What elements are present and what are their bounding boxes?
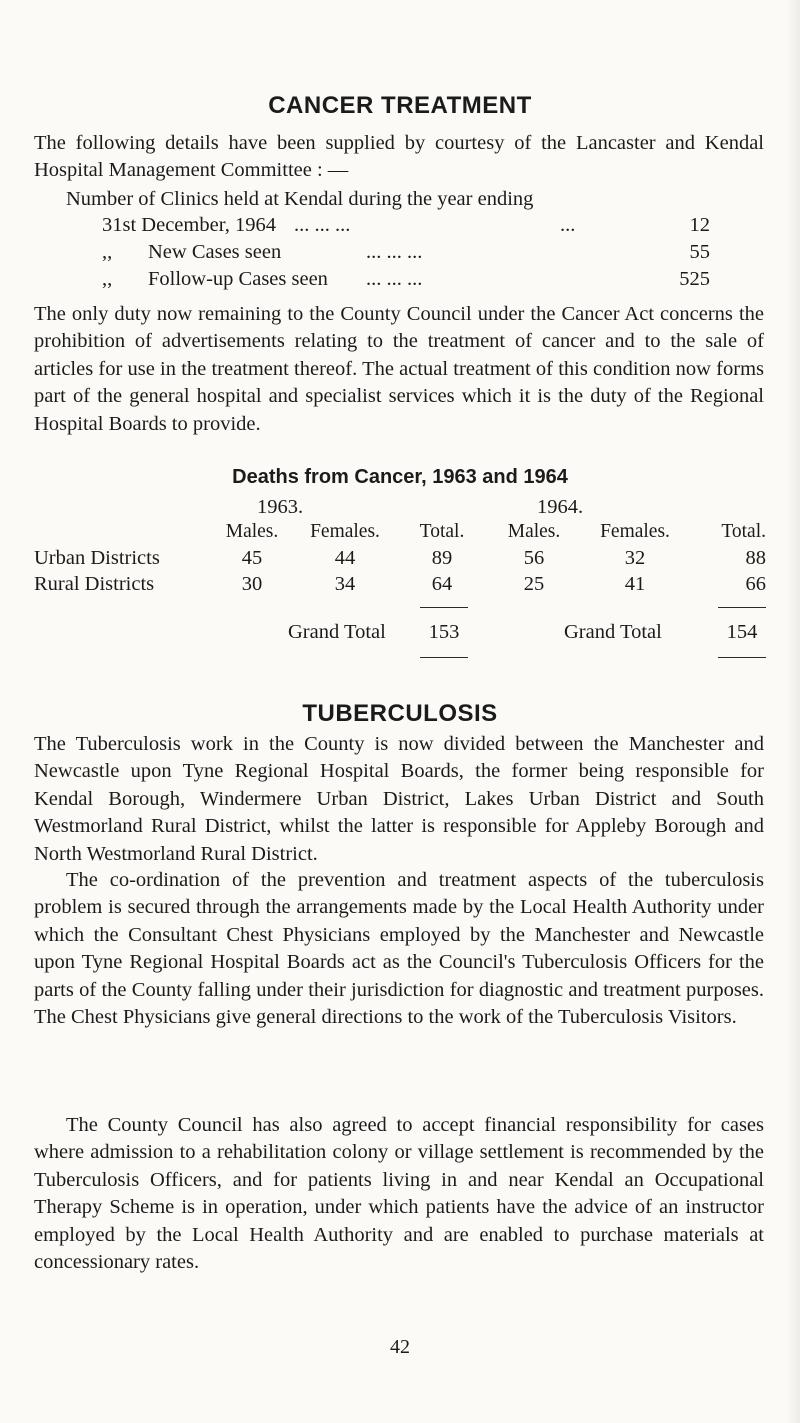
year-1963-header: 1963. — [256, 496, 304, 518]
table-cell: 66 — [745, 573, 766, 595]
followup-cases-value: 525 — [679, 268, 710, 290]
col-header-total-1964: Total. — [721, 521, 766, 542]
grand-total-value-1963: 153 — [428, 621, 460, 643]
clinics-label-line-2: 31st December, 1964 — [102, 214, 276, 236]
row-label-rural: Rural Districts — [34, 573, 155, 595]
tuberculosis-paragraph-3: The County Council has also agreed to accept financial responsibility for cases where admission to a rehabilitation colony or village settlement is recommended by the Tuberculosis Officers, and for patients living in and near Kendal an Occupational Therapy Scheme is in operation, under which patients have the advice of an instructor employed by the Local Health Authority and are enabled to purchase materials at concessionary rates. — [34, 1114, 764, 1274]
followup-cases-ditto: ,, — [102, 268, 113, 290]
clinics-leader-dots-2: ... — [560, 214, 576, 236]
grand-total-label-1963: Grand Total — [288, 621, 386, 643]
total-rule-1964-top — [718, 607, 766, 608]
deaths-table-title: Deaths from Cancer, 1963 and 1964 — [232, 466, 568, 488]
new-cases-ditto: ,, — [102, 241, 113, 263]
col-header-females-1963: Females. — [310, 521, 380, 542]
col-header-males-1964: Males. — [507, 521, 561, 542]
table-cell: 30 — [241, 573, 263, 595]
grand-total-label-1964: Grand Total — [564, 621, 662, 643]
cancer-intro-paragraph: The following details have been supplied by courtesy of the Lancaster and Kendal Hospital Management Committee : — — [34, 132, 764, 182]
new-cases-label: New Cases seen — [148, 241, 282, 263]
clinics-label-line-1: Number of Clinics held at Kendal during the year ending — [66, 188, 534, 210]
clinics-leader-dots: ... ... ... — [294, 214, 351, 236]
grand-total-value-1964: 154 — [726, 621, 758, 643]
row-label-urban: Urban Districts — [34, 547, 160, 569]
table-cell: 44 — [334, 547, 356, 569]
col-header-males-1963: Males. — [225, 521, 279, 542]
followup-cases-label: Follow-up Cases seen — [148, 268, 328, 290]
total-rule-1963-bottom — [420, 657, 468, 658]
table-cell: 41 — [624, 573, 646, 595]
total-rule-1963-top — [420, 607, 468, 608]
year-1964-header: 1964. — [536, 496, 584, 518]
followup-cases-leader-dots: ... ... ... — [366, 268, 423, 290]
table-cell: 89 — [431, 547, 453, 569]
total-rule-1964-bottom — [718, 657, 766, 658]
new-cases-value: 55 — [689, 241, 710, 263]
tuberculosis-heading: TUBERCULOSIS — [302, 700, 498, 727]
clinics-value: 12 — [689, 214, 710, 236]
table-cell: 34 — [334, 573, 356, 595]
cancer-treatment-heading: CANCER TREATMENT — [268, 92, 532, 119]
table-cell: 56 — [523, 547, 545, 569]
table-cell: 64 — [431, 573, 453, 595]
table-cell: 45 — [241, 547, 263, 569]
table-cell: 25 — [523, 573, 545, 595]
col-header-females-1964: Females. — [600, 521, 670, 542]
new-cases-leader-dots: ... ... ... — [366, 241, 423, 263]
page-number: 42 — [390, 1336, 410, 1358]
cancer-duty-paragraph: The only duty now remaining to the County Council under the Cancer Act concerns the prohibition of advertisements relating to the treatment of cancer and to the sale of articles for use in the treatment thereof. The actual treatment of this condition now forms part of the general hospital and specialist services which it is the duty of the Regional Hospital Boards to provide. — [34, 303, 764, 435]
tuberculosis-paragraph-1: The Tuberculosis work in the County is now divided between the Manchester and Newcastle upon Tyne Regional Hospital Boards, the former being responsible for Kendal Borough, Windermere Urban District, Lakes Urban District and South Westmorland Rural District, whilst the latter is responsible for Appleby Borough and North Westmorland Rural District. — [34, 733, 764, 865]
table-cell: 88 — [745, 547, 766, 569]
tuberculosis-paragraph-2: The co-ordination of the prevention and treatment aspects of the tuberculosis problem is secured through the arrangements made by the Local Health Authority under which the Consultant Chest Physicians employed by the Manchester and Newcastle upon Tyne Regional Hospital Boards act as the Council's Tuberculosis Officers for the parts of the County falling under their jurisdiction for diagnostic and treatment purposes. The Chest Physicians give general directions to the work of the Tuberculosis Visitors. — [34, 869, 764, 1029]
table-cell: 32 — [624, 547, 646, 569]
col-header-total-1963: Total. — [419, 521, 465, 542]
